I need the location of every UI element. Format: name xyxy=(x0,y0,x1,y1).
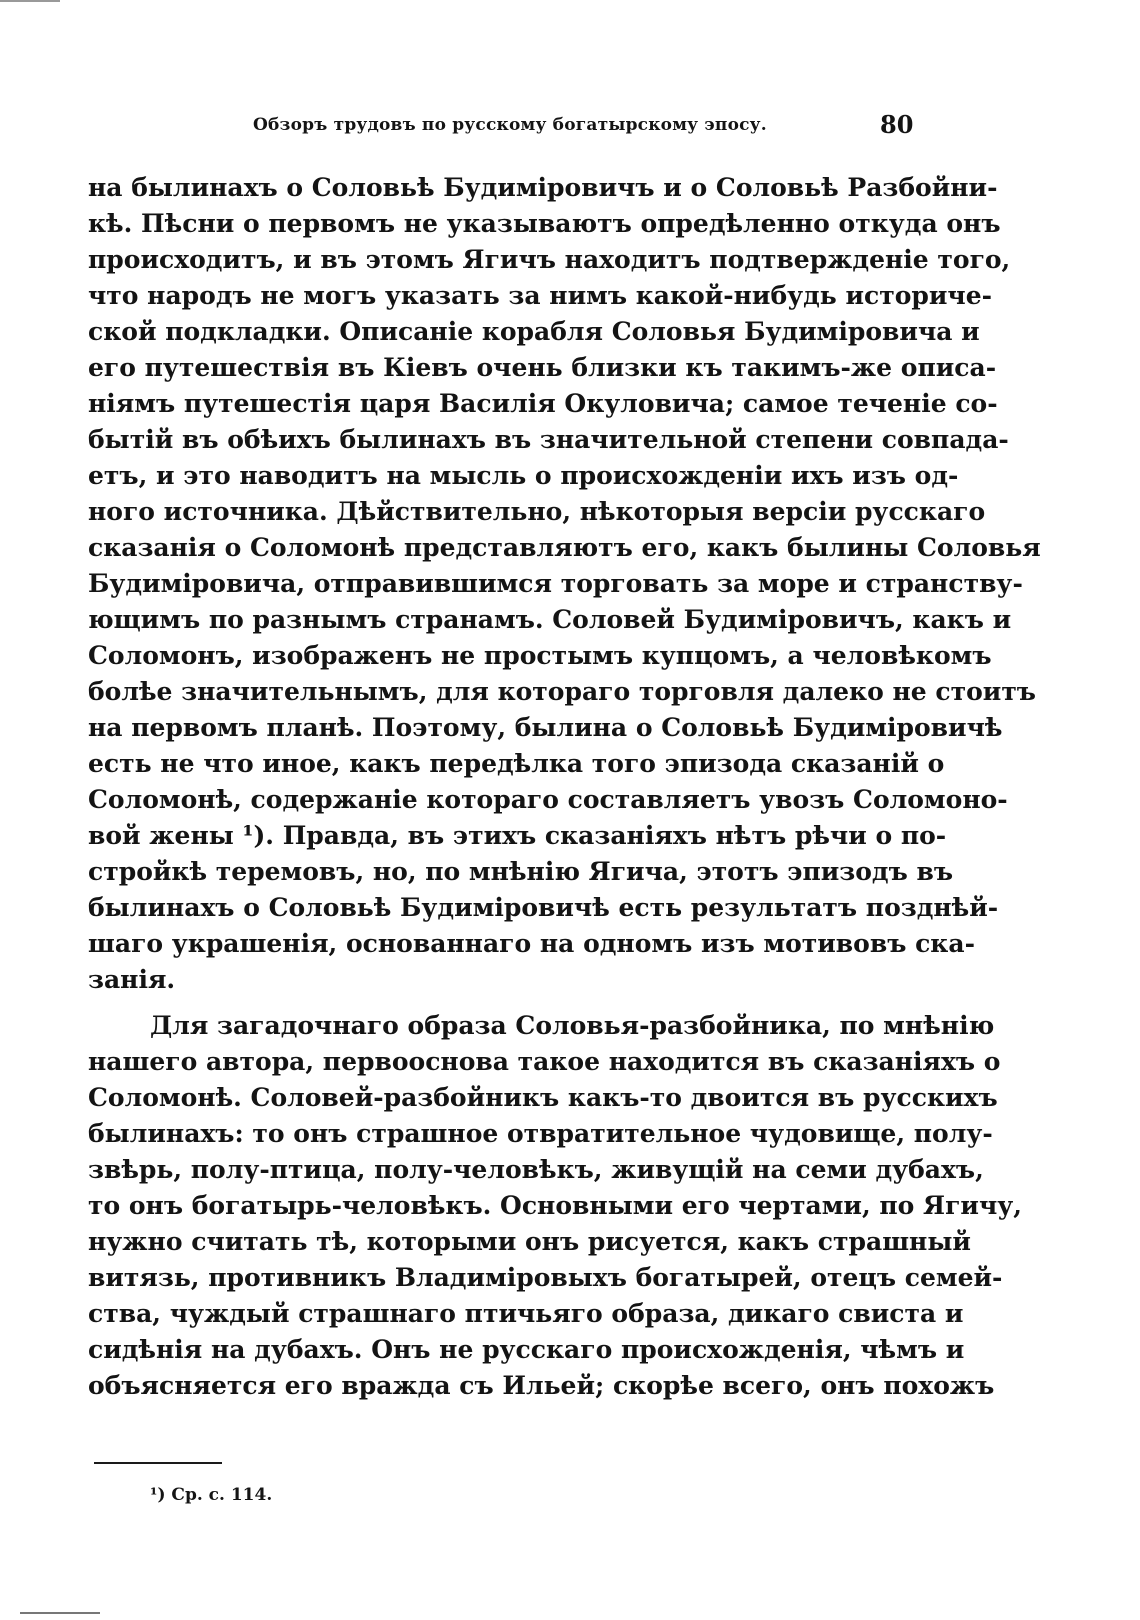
text-line: ства, чуждый страшнаго птичьяго образа, дикаго свиста и xyxy=(88,1299,964,1328)
text-line: Соломонѣ, содержаніе котораго составляетъ увозъ Соломоно- xyxy=(88,785,1008,814)
text-line: нашего автора, первооснова такое находится въ сказаніяхъ о xyxy=(88,1047,1001,1076)
text-line: сидѣнія на дубахъ. Онъ не русскаго происхожденія, чѣмъ и xyxy=(88,1335,965,1364)
text-line: етъ, и это наводитъ на мысль о происхожденіи ихъ изъ од- xyxy=(88,461,959,490)
text-line: вой жены ¹). Правда, въ этихъ сказаніяхъ нѣтъ рѣчи о по- xyxy=(88,821,947,850)
text-line: ющимъ по разнымъ странамъ. Соловей Будиміровичъ, какъ и xyxy=(88,605,1012,634)
text-line: что народъ не могъ указать за нимъ какой-нибудь историче- xyxy=(88,281,993,310)
text-line: былинахъ: то онъ страшное отвратительное чудовище, полу- xyxy=(88,1119,993,1148)
text-line: шаго украшенія, основаннаго на одномъ изъ мотивовъ ска- xyxy=(88,929,975,958)
text-line: Соломонъ, изображенъ не простымъ купцомъ, а человѣкомъ xyxy=(88,641,992,670)
text-line: ного источника. Дѣйствительно, нѣкоторыя версіи русскаго xyxy=(88,497,986,526)
footnote: ¹) Ср. с. 114. xyxy=(150,1485,273,1505)
text-line: звѣрь, полу-птица, полу-человѣкъ, живущій на семи дубахъ, xyxy=(88,1155,984,1184)
text-line: ніямъ путешестія царя Василія Окуловича; самое теченіе со- xyxy=(88,389,998,418)
text-line: нужно считать тѣ, которыми онъ рисуется, какъ страшный xyxy=(88,1227,971,1256)
text-line: на былинахъ о Соловьѣ Будиміровичъ и о Соловьѣ Разбойни- xyxy=(88,173,998,202)
text-line: былинахъ о Соловьѣ Будиміровичѣ есть результатъ позднѣй- xyxy=(88,893,999,922)
paragraph-first-line: Для загадочнаго образа Соловья-разбойника, по мнѣнію xyxy=(150,1011,995,1040)
text-line: болѣе значительнымъ, для котораго торговля далеко не стоитъ xyxy=(88,677,1036,706)
text-line: Будиміровича, отправившимся торговать за море и странству- xyxy=(88,569,1023,598)
text-line: сказанія о Соломонѣ представляютъ его, какъ былины Соловья xyxy=(88,533,1041,562)
text-line: его путешествія въ Кіевъ очень близки къ такимъ-же описа- xyxy=(88,353,997,382)
text-line: то онъ богатырь-человѣкъ. Основными его чертами, по Ягичу, xyxy=(88,1191,1022,1220)
text-line: на первомъ планѣ. Поэтому, былина о Соловьѣ Будиміровичѣ xyxy=(88,713,1003,742)
text-line: занія. xyxy=(88,965,176,994)
page-number: 80 xyxy=(880,110,914,139)
text-line: ской подкладки. Описаніе корабля Соловья Будиміровича и xyxy=(88,317,980,346)
footnote-rule xyxy=(94,1462,222,1464)
text-line: бытій въ обѣихъ былинахъ въ значительной степени совпада- xyxy=(88,425,1009,454)
scan-edge-mark xyxy=(20,1612,100,1614)
text-line: происходитъ, и въ этомъ Ягичъ находитъ подтвержденіе того, xyxy=(88,245,1011,274)
text-line: объясняется его вражда съ Ильей; скорѣе всего, онъ похожъ xyxy=(88,1371,995,1400)
text-line: Соломонѣ. Соловей-разбойникъ какъ-то двоится въ русскихъ xyxy=(88,1083,998,1112)
text-line: витязь, противникъ Владиміровыхъ богатырей, отецъ семей- xyxy=(88,1263,1003,1292)
text-line: есть не что иное, какъ передѣлка того эпизода сказаній о xyxy=(88,749,945,778)
text-line: стройкѣ теремовъ, но, по мнѣнію Ягича, этотъ эпизодъ въ xyxy=(88,857,954,886)
scan-edge-mark xyxy=(0,0,60,2)
text-line: кѣ. Пѣсни о первомъ не указываютъ опредѣленно откуда онъ xyxy=(88,209,1001,238)
running-head: Обзоръ трудовъ по русскому богатырскому эпосу. xyxy=(253,115,767,135)
